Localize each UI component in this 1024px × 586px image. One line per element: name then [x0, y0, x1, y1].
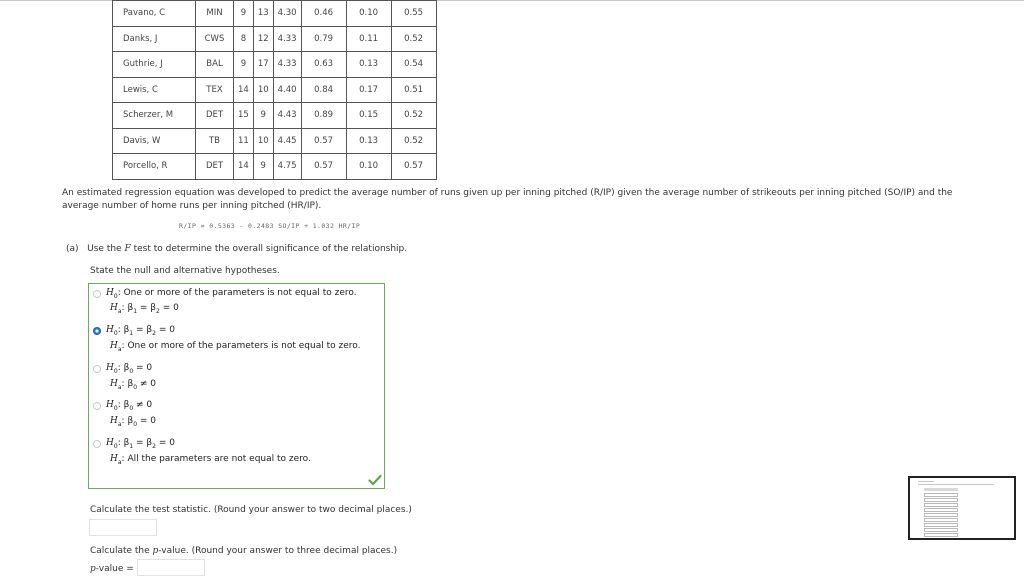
h-symbol: H	[106, 363, 114, 373]
thumb-row	[924, 533, 958, 537]
cell-w: 15	[234, 103, 254, 129]
thumb-row	[924, 503, 958, 507]
h-subscript: 0	[113, 404, 118, 412]
beta-subscript: 2	[156, 307, 160, 315]
cell-hr-ip: 0.10	[346, 1, 391, 27]
h-symbol: H	[106, 400, 114, 410]
cell-team: DET	[196, 154, 234, 180]
cell-r-ip: 0.52	[391, 103, 436, 129]
option-2-h0	[106, 325, 175, 337]
beta-symbol: : β	[121, 303, 134, 313]
cell-era: 4.33	[273, 52, 301, 78]
cell-r-ip: 0.52	[391, 26, 436, 52]
beta-subscript: 1	[129, 329, 134, 337]
cell-era: 4.45	[273, 128, 301, 154]
h-symbol: H	[110, 303, 118, 313]
option-1-h0	[106, 288, 357, 300]
cell-name: Davis, W	[113, 128, 196, 154]
thumb-row	[924, 528, 958, 532]
ha-text: : All the parameters are not equal to zero.	[121, 454, 311, 464]
cell-l: 13	[253, 1, 273, 27]
cell-r-ip: 0.57	[391, 154, 436, 180]
instruction-pre: Use the	[87, 244, 125, 254]
cell-era: 4.30	[273, 1, 301, 27]
beta-symbol: : β	[117, 400, 130, 410]
cell-w: 11	[234, 128, 254, 154]
regression-equation: R/IP = 0.5363 - 0.2483 SO/IP + 1.032 HR/IP	[179, 222, 361, 230]
table-row	[113, 1, 437, 27]
beta-symbol: : β	[121, 379, 134, 389]
table-row	[113, 103, 437, 129]
option-3-h0	[106, 363, 152, 375]
cell-name: Guthrie, J	[113, 52, 196, 78]
cell-l: 9	[253, 103, 273, 129]
cell-team: TB	[196, 128, 234, 154]
cell-team: MIN	[196, 1, 234, 27]
hypothesis-radio-2-selected[interactable]	[93, 327, 101, 335]
ha-end: = 0	[137, 416, 157, 426]
part-label: (a)	[66, 244, 79, 254]
h-subscript: a	[117, 420, 122, 428]
h-subscript: 0	[113, 329, 118, 337]
cell-era: 4.40	[273, 77, 301, 103]
thumb-row	[924, 493, 958, 497]
h-subscript: a	[117, 307, 122, 315]
thumb-line	[924, 488, 958, 491]
beta-symbol: : β	[121, 416, 134, 426]
thumb-row	[924, 513, 958, 517]
beta-subscript: 0	[129, 404, 134, 412]
h-subscript: 0	[113, 367, 118, 375]
h-subscript: a	[117, 458, 122, 466]
cell-so-ip: 0.63	[301, 52, 346, 78]
instruction-post: test to determine the overall significance of the relationship.	[130, 244, 408, 254]
cell-hr-ip: 0.13	[346, 128, 391, 154]
thumb-line	[918, 484, 994, 485]
cell-era: 4.43	[273, 103, 301, 129]
cell-w: 9	[234, 1, 254, 27]
table-row	[113, 26, 437, 52]
cell-team: CWS	[196, 26, 234, 52]
thumb-row	[924, 523, 958, 527]
table-row	[113, 52, 437, 78]
p-label-post: -value =	[95, 564, 134, 574]
cell-hr-ip: 0.11	[346, 26, 391, 52]
cell-w: 8	[234, 26, 254, 52]
option-4-h0	[106, 400, 152, 412]
beta-subscript: 0	[129, 367, 134, 375]
h0-end: = 0	[133, 363, 153, 373]
hypothesis-radio-3[interactable]	[93, 365, 101, 373]
cell-name: Porcello, R	[113, 154, 196, 180]
problem-intro: An estimated regression equation was developed to predict the average number of runs given up per inning pitched (R/IP) given the average number of strikeouts per inning pitched (SO/IP) and the average number of home runs per inning pitched (HR/IP).	[62, 188, 953, 211]
thumb-line	[918, 481, 934, 482]
p-symbol: p	[90, 564, 96, 574]
beta-subscript: 0	[133, 420, 138, 428]
pitcher-data-table	[112, 0, 437, 180]
test-statistic-input[interactable]	[89, 519, 157, 536]
option-1-ha	[110, 303, 179, 315]
cell-hr-ip: 0.13	[346, 52, 391, 78]
p-value-prompt	[90, 546, 397, 556]
cell-team: BAL	[196, 52, 234, 78]
cell-team: TEX	[196, 77, 234, 103]
cell-so-ip: 0.46	[301, 1, 346, 27]
hypothesis-radio-4[interactable]	[93, 402, 101, 410]
beta-symbol: : β	[117, 325, 130, 335]
beta-subscript: 1	[133, 307, 138, 315]
h-subscript: 0	[113, 442, 118, 450]
h0-end: = 0	[156, 438, 175, 448]
test-statistic-prompt: Calculate the test statistic. (Round your answer to two decimal places.)	[90, 505, 412, 515]
cell-l: 10	[253, 77, 273, 103]
ha-end: = 0	[159, 303, 179, 313]
h-symbol: H	[110, 454, 118, 464]
cell-w: 9	[234, 52, 254, 78]
option-4-ha	[110, 416, 156, 428]
beta-symbol: = β	[133, 325, 153, 335]
cell-so-ip: 0.84	[301, 77, 346, 103]
beta-subscript: 0	[133, 383, 138, 391]
cell-l: 17	[253, 52, 273, 78]
thumb-row	[924, 508, 958, 512]
cell-team: DET	[196, 103, 234, 129]
h-subscript: a	[117, 345, 122, 353]
p-prompt-post: -value. (Round your answer to three decimal places.)	[158, 546, 398, 556]
cell-so-ip: 0.57	[301, 154, 346, 180]
option-2-ha	[110, 341, 360, 353]
cell-era: 4.75	[273, 154, 301, 180]
ha-end: ≠ 0	[137, 379, 157, 389]
cell-name: Scherzer, M	[113, 103, 196, 129]
cell-r-ip: 0.52	[391, 128, 436, 154]
beta-subscript: 1	[129, 442, 134, 450]
h0-end: = 0	[156, 325, 175, 335]
beta-symbol: : β	[117, 363, 130, 373]
p-prompt-pre: Calculate the	[90, 546, 153, 556]
h-symbol: H	[110, 379, 118, 389]
option-5-h0	[106, 438, 175, 450]
cell-name: Pavano, C	[113, 1, 196, 27]
cell-name: Danks, J	[113, 26, 196, 52]
cell-so-ip: 0.79	[301, 26, 346, 52]
cell-so-ip: 0.89	[301, 103, 346, 129]
hypothesis-radio-1[interactable]	[93, 290, 101, 298]
cell-so-ip: 0.57	[301, 128, 346, 154]
cell-hr-ip: 0.10	[346, 154, 391, 180]
beta-symbol: = β	[133, 438, 153, 448]
cell-r-ip: 0.54	[391, 52, 436, 78]
checkmark-icon	[368, 474, 382, 486]
cell-era: 4.33	[273, 26, 301, 52]
p-value-input[interactable]	[137, 559, 205, 576]
cell-name: Lewis, C	[113, 77, 196, 103]
h0-end: ≠ 0	[133, 400, 153, 410]
thumb-row	[924, 498, 958, 502]
beta-symbol: = β	[137, 303, 157, 313]
cell-l: 12	[253, 26, 273, 52]
beta-subscript: 2	[152, 442, 156, 450]
h-symbol: H	[106, 288, 114, 298]
option-3-ha	[110, 379, 156, 391]
h-symbol: H	[110, 416, 118, 426]
ha-text: : One or more of the parameters is not equal to zero.	[121, 341, 361, 351]
cell-l: 10	[253, 128, 273, 154]
part-a-instruction	[66, 244, 407, 254]
h-symbol: H	[106, 325, 114, 335]
table-thumbnail-icon[interactable]	[908, 476, 1016, 540]
table-row	[113, 77, 437, 103]
thumb-row	[924, 518, 958, 522]
h-subscript: a	[117, 383, 122, 391]
h-symbol: H	[106, 438, 114, 448]
beta-symbol: : β	[117, 438, 130, 448]
h0-text: : One or more of the parameters is not equal to zero.	[117, 288, 357, 298]
table-row	[113, 128, 437, 154]
cell-r-ip: 0.55	[391, 1, 436, 27]
cell-r-ip: 0.51	[391, 77, 436, 103]
cell-hr-ip: 0.17	[346, 77, 391, 103]
f-symbol: F	[124, 244, 131, 254]
cell-hr-ip: 0.15	[346, 103, 391, 129]
cell-w: 14	[234, 77, 254, 103]
hypothesis-radio-5[interactable]	[93, 440, 101, 448]
p-symbol: p	[152, 546, 159, 556]
beta-subscript: 2	[152, 329, 156, 337]
p-value-label	[90, 564, 134, 574]
hypotheses-prompt: State the null and alternative hypotheses.	[90, 266, 280, 276]
option-5-ha	[110, 454, 311, 466]
cell-l: 9	[253, 154, 273, 180]
h-subscript: 0	[113, 292, 118, 300]
h-symbol: H	[110, 341, 118, 351]
table-row	[113, 154, 437, 180]
cell-w: 14	[234, 154, 254, 180]
